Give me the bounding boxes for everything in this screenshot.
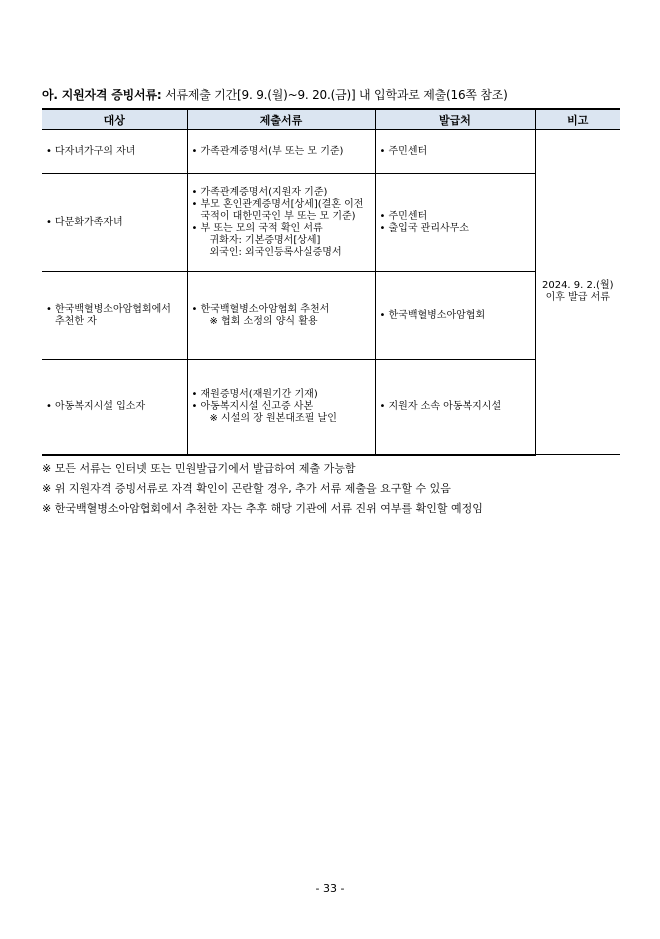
- section-heading: [42, 86, 508, 103]
- header-note: 비고: [535, 109, 620, 130]
- issuer-item: • 출입국 관리사무소: [380, 223, 531, 235]
- target-item: • 다자녀가구의 자녀: [46, 146, 183, 158]
- issuer-item: • 주민센터: [380, 146, 531, 158]
- issuer-list: [380, 146, 531, 158]
- document-text: 한국백혈병소아암협회 추천서: [200, 303, 330, 315]
- document-item: [192, 304, 371, 328]
- target-list: [46, 304, 183, 328]
- issuer-cell: [375, 174, 535, 272]
- note-date: 2024. 9. 2.(월): [541, 280, 614, 291]
- note-text: 이후 발급 서류: [545, 292, 610, 303]
- document-item: [192, 187, 371, 199]
- issuer-item: • 지원자 소속 아동복지시설: [380, 401, 531, 413]
- target-list: [46, 146, 183, 158]
- document-text: 가족관계증명서(부 또는 모 기준): [200, 145, 344, 157]
- page-number: - 33 -: [315, 882, 345, 895]
- target-cell: [42, 130, 187, 174]
- document-subnote: ※ 시설의 장 원본대조필 날인: [209, 412, 337, 424]
- document-text: 재원증명서(재원기간 기재): [200, 388, 318, 400]
- document-item: [192, 146, 371, 158]
- target-cell: [42, 272, 187, 360]
- note-cell: [535, 130, 620, 455]
- header-issuer: 발급처: [375, 109, 535, 130]
- document-text: 가족관계증명서(지원자 기준): [200, 186, 328, 198]
- document-item: [192, 401, 371, 425]
- documents-cell: [187, 360, 375, 455]
- issuer-list: [380, 211, 531, 235]
- target-cell: [42, 360, 187, 455]
- footnote: ※ 한국백혈병소아암협회에서 추천한 자는 추후 해당 기관에 서류 진위 여부를 확인할 예정임: [42, 502, 483, 515]
- table-row: [42, 174, 620, 272]
- document-subnote: 외국인: 외국인등록사실증명서: [209, 246, 342, 258]
- document-text: 아동복지시설 신고증 사본: [200, 400, 314, 412]
- document-text: 부 또는 모의 국적 확인 서류: [200, 222, 323, 234]
- issuer-cell: [375, 360, 535, 455]
- footnote: ※ 모든 서류는 인터넷 또는 민원발급기에서 발급하여 제출 가능함: [42, 462, 356, 475]
- target-item: • 아동복지시설 입소자: [46, 401, 183, 413]
- target-list: [46, 401, 183, 413]
- document-text: 부모 혼인관계증명서[상세](결혼 이전 국적이 대한민국인 부 또는 모 기준): [200, 198, 364, 222]
- document-item: [192, 223, 371, 259]
- target-list: [46, 217, 183, 229]
- issuer-list: [380, 310, 531, 322]
- document-subnote: ※ 협회 소정의 양식 활용: [209, 315, 318, 327]
- issuer-cell: [375, 272, 535, 360]
- section-heading-text: 서류제출 기간[9. 9.(월)~9. 20.(금)] 내 입학과로 제출(16쪽 참조): [165, 88, 508, 102]
- documents-list: [192, 389, 371, 425]
- target-cell: [42, 174, 187, 272]
- issuer-item: • 주민센터: [380, 211, 531, 223]
- footnote: ※ 위 지원자격 증빙서류로 자격 확인이 곤란할 경우, 추가 서류 제출을 요구할 수 있음: [42, 482, 451, 495]
- section-heading-prefix: 아. 지원자격 증빙서류:: [42, 88, 162, 102]
- documents-cell: [187, 272, 375, 360]
- documents-cell: [187, 130, 375, 174]
- footnotes: [42, 459, 483, 519]
- header-documents: 제출서류: [187, 109, 375, 130]
- document-item: [192, 199, 371, 223]
- document-item: [192, 389, 371, 401]
- table-row: [42, 130, 620, 174]
- documents-list: [192, 187, 371, 259]
- documents-list: [192, 304, 371, 328]
- table-row: [42, 272, 620, 360]
- issuer-cell: [375, 130, 535, 174]
- target-item: • 다문화가족자녀: [46, 217, 183, 229]
- documents-list: [192, 146, 371, 158]
- table-row: [42, 360, 620, 455]
- issuer-list: [380, 401, 531, 413]
- document-subnote: 귀화자: 기본증명서[상세]: [209, 234, 321, 246]
- documents-cell: [187, 174, 375, 272]
- issuer-item: • 한국백혈병소아암협회: [380, 310, 531, 322]
- target-item: • 한국백혈병소아암협회에서 추천한 자: [46, 304, 183, 328]
- header-target: 대상: [42, 109, 187, 130]
- documents-table: [42, 108, 620, 456]
